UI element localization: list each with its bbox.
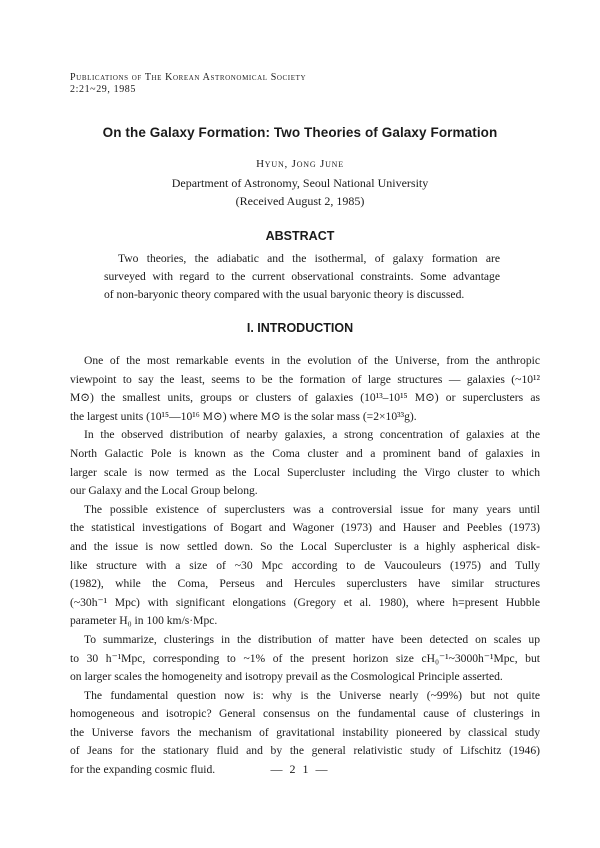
- text-line: and the issue is now settled down. So the Local Supercluster is a highly aspherical disk-: [70, 539, 540, 553]
- text-line: (~30h⁻¹ Mpc) with significant elongations (Gregory et al. 1980), where h=present Hubble: [70, 595, 540, 609]
- abstract-heading: ABSTRACT: [265, 229, 335, 243]
- text-line: The fundamental question now is: why is the Universe nearly (~99%) but not quite: [84, 688, 540, 702]
- paragraph-2: [70, 426, 540, 500]
- text-line: the largest units (10¹⁵—10¹⁶ M⊙) where M⊙ is the solar mass (=2×10³³g).: [70, 409, 417, 423]
- text-line: our Galaxy and the Local Group belong.: [70, 484, 258, 498]
- text-line: to 30 h⁻¹Mpc, corresponding to ~1% of the present horizon size cH₀⁻¹~3000h⁻¹Mpc, but: [70, 651, 540, 665]
- paragraph-4: [70, 631, 540, 687]
- author-affiliation: Department of Astronomy, Seoul National University: [171, 176, 429, 190]
- text-line: of Jeans for the stationary fluid and by the general relativistic study of Lifschitz (1946): [70, 744, 540, 758]
- text-line: parameter H₀ in 100 km/s·Mpc.: [70, 614, 218, 628]
- journal-name: Publications of The Korean Astronomical Society: [70, 72, 307, 83]
- paragraph-3: [70, 501, 540, 631]
- introduction-heading: I. INTRODUCTION: [246, 321, 354, 335]
- page-number: — 2 1 —: [270, 762, 330, 776]
- text-line: viewpoint to say the least, seems to be the formation of large structures — galaxies (~10¹²: [70, 372, 540, 386]
- text-line: In the observed distribution of nearby galaxies, a strong concentration of galaxies at the: [84, 428, 540, 442]
- introduction-body: [70, 352, 540, 780]
- text-line: like structure with a size of ~30 Mpc according to de Vaucouleurs (1975) and Tully: [70, 558, 540, 572]
- author-name: Hyun, Jong June: [256, 158, 344, 170]
- text-line: One of the most remarkable events in the evolution of the Universe, from the anthropic: [84, 354, 540, 367]
- abstract-line: Two theories, the adiabatic and the isothermal, of galaxy formation are: [118, 252, 500, 265]
- received-date: (Received August 2, 1985): [235, 194, 365, 208]
- text-line: (1982), while the Coma, Perseus and Hercules superclusters have similar structures: [70, 577, 540, 591]
- text-line: the statistical investigations of Bogart and Wagoner (1973) and Hauser and Peebles (1973): [70, 521, 540, 535]
- journal-volume-pages: 2:21~29, 1985: [70, 84, 136, 95]
- text-line: homogeneous and isotropic? General consensus on the fundamental cause of clusterings in: [70, 707, 540, 721]
- text-line: larger scale is now termed as the Local Supercluster including the Virgo cluster to which: [70, 465, 540, 479]
- text-line: on larger scales the homogeneity and isotropy prevail as the Cosmological Principle asserted.: [70, 670, 503, 684]
- text-line: To summarize, clusterings in the distribution of matter have been detected on scales up: [84, 632, 540, 646]
- abstract-line: surveyed with regard to the current observational constraints. Some advantage: [104, 270, 500, 283]
- journal-header: [70, 72, 306, 96]
- text-line: The possible existence of superclusters was a controversial issue for many years until: [84, 502, 540, 516]
- paragraph-1: [70, 352, 540, 426]
- text-line: M⊙) the smallest units, groups or clusters of galaxies (10¹³–10¹⁵ M⊙) or superclusters as: [70, 391, 540, 405]
- text-line: the Universe favors the mechanism of gravitational instability pioneered by classical study: [70, 725, 540, 739]
- text-line: North Galactic Pole is known as the Coma cluster and a prominent band of galaxies in: [70, 446, 540, 460]
- text-line: for the expanding cosmic fluid.: [70, 763, 216, 777]
- abstract-line: of non-baryonic theory compared with the usual baryonic theory is discussed.: [104, 288, 465, 301]
- abstract-body: [104, 250, 500, 304]
- paper-title: On the Galaxy Formation: Two Theories of Galaxy Formation: [102, 125, 498, 140]
